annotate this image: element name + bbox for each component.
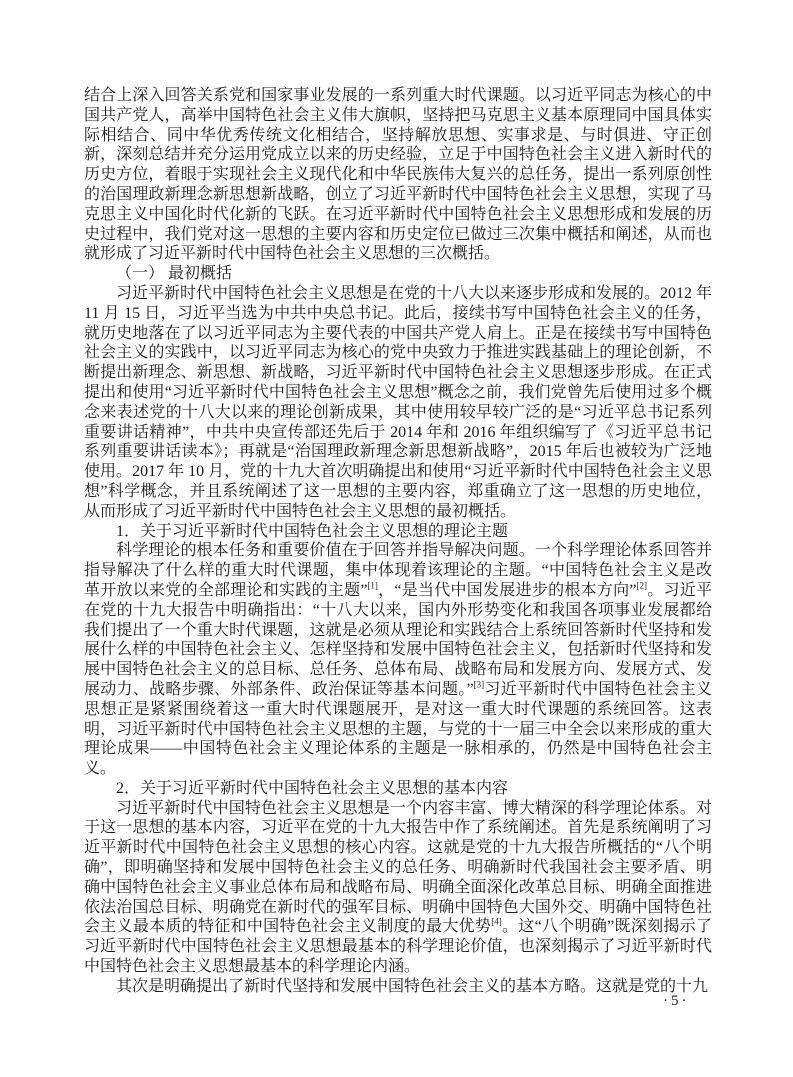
- section-heading: [84, 779, 712, 799]
- text-run: 习近平新时代中国特色社会主义思想正是紧紧围绕着这一重大时代课题展开，是对这一重大时代课题的系统回答。这表明，习近平新时代中国特色社会主义思想的主题，与党的十一届三中全会以来形成的重大理论成果——中国特色社会主义理论体系的主题是一脉相承的，仍然是中国特色社会主义。: [84, 680, 712, 778]
- text-run: 结合上深入回答关系党和国家事业发展的一系列重大时代课题。以习近平同志为核心的中国共产党人，高举中国特色社会主义伟大旗帜，坚持把马克思主义基本原理同中国具体实际相结合、同中华优秀传统文化相结合，坚持解放思想、实事求是、与时俱进、守正创新，深刻总结并充分运用党成立以来的历史经验，立足于中国特色社会主义进入新时代的历史方位，着眼于实现社会主义现代化和中华民族伟大复兴的总任务，提出一系列原创性的治国理政新理念新思想新战略，创立了习近平新时代中国特色社会主义思想，实现了马克思主义中国化时代化新的飞跃。在习近平新时代中国特色社会主义思想形成和发展的历史过程中，我们党对这一思想的主要内容和历史定位已做过三次集中概括和阐述，从而也就形成了习近平新时代中国特色社会主义思想的三次概括。: [84, 87, 712, 263]
- page-number: ·5·: [663, 993, 690, 1009]
- paragraph: [84, 86, 712, 264]
- section-heading: [84, 522, 712, 542]
- text-run: （一） 最初概括: [116, 265, 233, 283]
- document-body: [84, 86, 712, 997]
- text-run: 1．关于习近平新时代中国特色社会主义思想的理论主题: [116, 522, 509, 540]
- paragraph: [84, 977, 712, 997]
- text-run: 其次是明确提出了新时代坚持和发展中国特色社会主义的基本方略。这就是党的十九: [116, 977, 709, 995]
- paragraph: [84, 799, 712, 977]
- footnote-ref: [4]: [491, 917, 502, 928]
- footnote-ref: [3]: [473, 679, 485, 690]
- section-heading: [84, 264, 712, 284]
- text-run: 习近平新时代中国特色社会主义思想是在党的十八大以来逐步形成和发展的。2012 年 11 月 15 日，习近平当选为中共中央总书记。此后，接续书写中国特色社会主义的任务，就历史地落在了以习近平同志为主要代表的中国共产党人肩上。正是在接续书写中国特色社会主义的实践中，以习近平同志为核心的党中央致力于推进实践基础上的理论创新，不断提出新理念、新思想、新战略，习近平新时代中国特色社会主义思想逐步形成。在正式提出和使用“习近平新时代中国特色社会主义思想”概念之前，我们党曾先后使用过多个概念来表述党的十八大以来的理论创新成果，其中使用较早较广泛的是“习近平总书记系列重要讲话精神”，中共中央宣传部还先后于 2014 年和 2016 年组织编写了《习近平总书记系列重要讲话读本》；再就是“治国理政新理念新思想新战略”，2015 年后也被较为广泛地使用。2017 年 10 月，党的十九大首次明确提出和使用“习近平新时代中国特色社会主义思想”科学概念，并且系统阐述了这一思想的主要内容，郑重确立了这一思想的历史地位，从而形成了习近平新时代中国特色社会主义思想的最初概括。: [84, 284, 713, 520]
- text-run: 。这“八个明确”既深刻揭示了习近平新时代中国特色社会主义思想最基本的科学理论价值，也深刻揭示了习近平新时代中国特色社会主义思想最基本的科学理论内涵。: [84, 918, 712, 976]
- text-run: 。习近平在党的十九大报告中明确指出：“十八大以来，国内外形势变化和我国各项事业发展都给我们提出了一个重大时代课题，这就是必须从理论和实践结合上系统回答新时代坚持和发展什么样的中国特色社会主义、怎样坚持和发展中国特色社会主义，包括新时代坚持和发展中国特色社会主义的总目标、总任务、总体布局、战略布局和发展方向、发展方式、发展动力、战略步骤、外部条件、政治保证等基本问题。”: [84, 581, 712, 698]
- paragraph: [84, 284, 712, 522]
- text-run: 习近平新时代中国特色社会主义思想是一个内容丰富、博大精深的科学理论体系。对于这一思想的基本内容，习近平在党的十九大报告中作了系统阐述。首先是系统阐明了习近平新时代中国特色社会主义思想的核心内容。这就是党的十九大报告所概括的“八个明确”，即明确坚持和发展中国特色社会主义的总任务、明确新时代我国社会主要矛盾、明确中国特色社会主义事业总体布局和战略布局、明确全面深化改革总目标、明确全面推进依法治国总目标、明确党在新时代的强军目标、明确中国特色大国外交、明确中国特色社会主义最本质的特征和中国特色社会主义制度的最大优势: [84, 799, 712, 936]
- footnote-ref: [1]: [367, 580, 378, 591]
- text-run: 2．关于习近平新时代中国特色社会主义思想的基本内容: [116, 779, 509, 797]
- footnote-ref: [2]: [636, 580, 647, 591]
- paragraph: [84, 541, 712, 779]
- text-run: ，“是当代中国发展进步的根本方向”: [377, 581, 637, 599]
- text-run: 科学理论的根本任务和重要价值在于回答并指导解决问题。一个科学理论体系回答并指导解决了什么样的重大时代课题，集中体现着该理论的主题。“中国特色社会主义是改革开放以来党的全部理论和实践的主题”: [84, 542, 712, 599]
